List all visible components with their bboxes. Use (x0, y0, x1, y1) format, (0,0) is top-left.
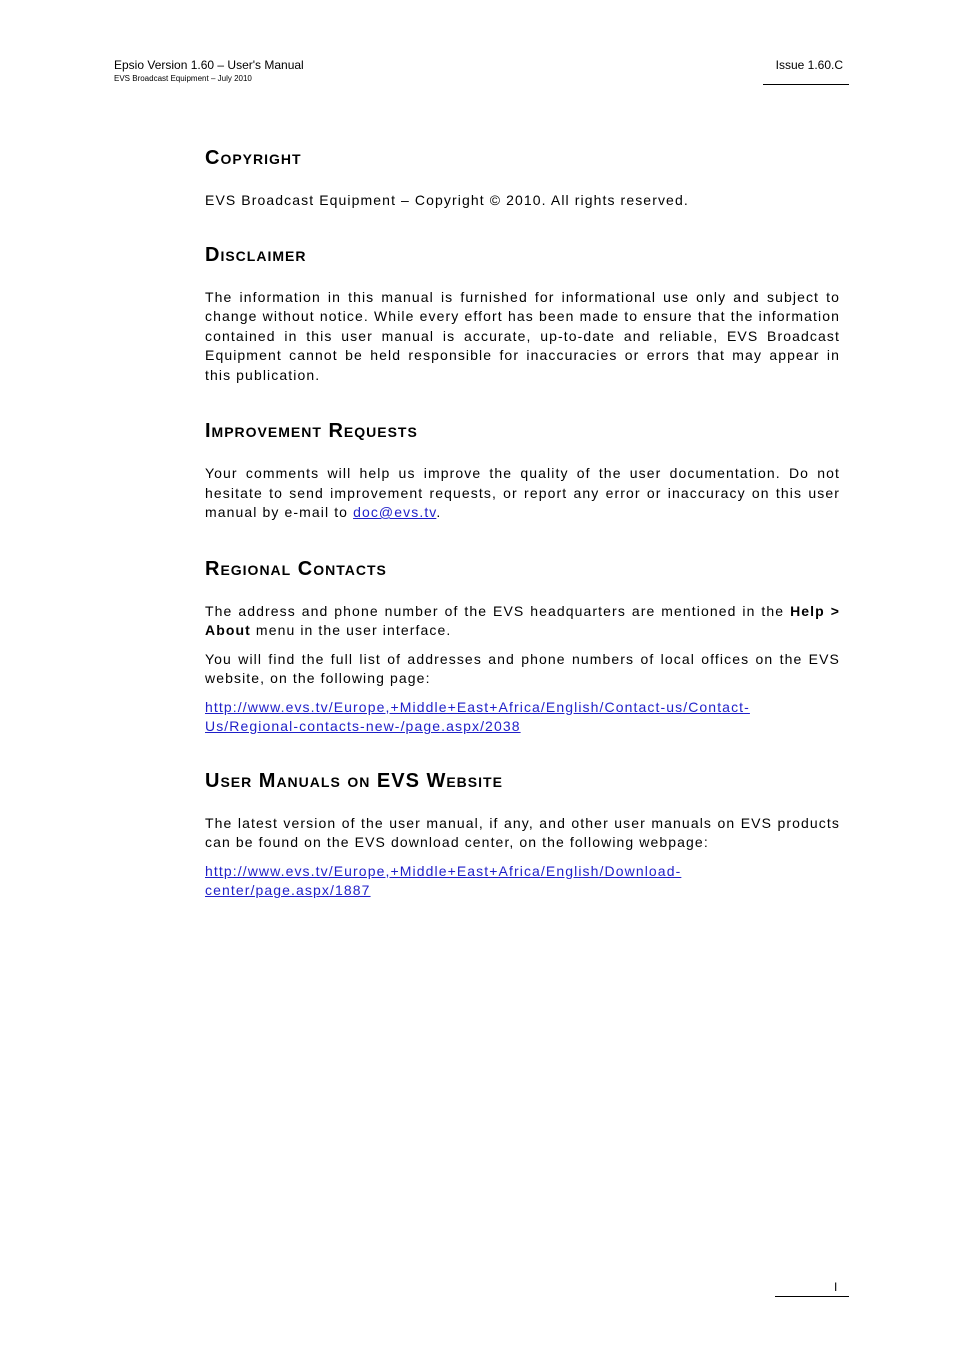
regional-contacts-link[interactable] (205, 698, 840, 737)
regional-text-1-after: menu in the user interface. (250, 622, 452, 638)
regional-link-line-2[interactable]: Us/Regional-contacts-new-/page.aspx/2038 (205, 718, 521, 734)
email-link[interactable]: doc@evs.tv (353, 504, 437, 520)
regional-heading: Regional Contacts (205, 557, 387, 580)
manuals-text: The latest version of the user manual, if any, and other user manuals on EVS products can be found on the EVS download center, on the following webpage: (205, 814, 840, 850)
improvement-text-after: . (436, 504, 442, 520)
disclaimer-text: The information in this manual is furnished for informational use only and subject to change without notice. While every effort has been made to ensure that the information contained in this user manual is accurate, up-to-date and reliable, EVS Broadcast Equipment cannot be held responsible for inaccuracies or errors that may appear in this publication. (205, 288, 840, 383)
footer-rule (775, 1296, 849, 1297)
section-disclaimer (205, 243, 840, 386)
section-regional-contacts (205, 557, 840, 737)
download-link-line-1[interactable]: http://www.evs.tv/Europe,+Middle+East+Africa/English/Download- (205, 862, 682, 879)
regional-link-line-1[interactable]: http://www.evs.tv/Europe,+Middle+East+Africa/English/Contact-us/Contact- (205, 698, 750, 715)
copyright-text: EVS Broadcast Equipment – Copyright © 2010. All rights reserved. (205, 192, 689, 208)
help-about-menu-path: Help > About (205, 602, 840, 638)
improvement-heading: Improvement Requests (205, 420, 418, 442)
section-user-manuals (205, 769, 840, 901)
header-title: Epsio Version 1.60 – User's Manual (114, 58, 304, 72)
regional-text-1-before: The address and phone number of the EVS headquarters are mentioned in the (205, 602, 791, 619)
copyright-heading: Copyright (205, 147, 302, 169)
regional-text-1 (205, 602, 840, 641)
disclaimer-heading: Disclaimer (205, 243, 307, 266)
improvement-text (205, 464, 840, 523)
section-copyright (205, 146, 840, 211)
main-content (205, 146, 840, 901)
header-rule (763, 84, 849, 85)
header-issue: Issue 1.60.C (775, 58, 843, 72)
regional-text-2: You will find the full list of addresses and phone numbers of local offices on the EVS website, on the following page: (205, 650, 840, 686)
page-number: I (834, 1280, 838, 1294)
manuals-heading: User Manuals on EVS Website (205, 769, 503, 792)
section-improvement-requests (205, 419, 840, 523)
improvement-text-before: Your comments will help us improve the quality of the user documentation. Do not hesitate to send improvement requests, or report any error or inaccuracy on this user manual by e-mail to (205, 465, 840, 520)
download-center-link[interactable] (205, 862, 840, 901)
header-subtitle: EVS Broadcast Equipment – July 2010 (114, 74, 252, 83)
download-link-line-2[interactable]: center/page.aspx/1887 (205, 882, 371, 898)
